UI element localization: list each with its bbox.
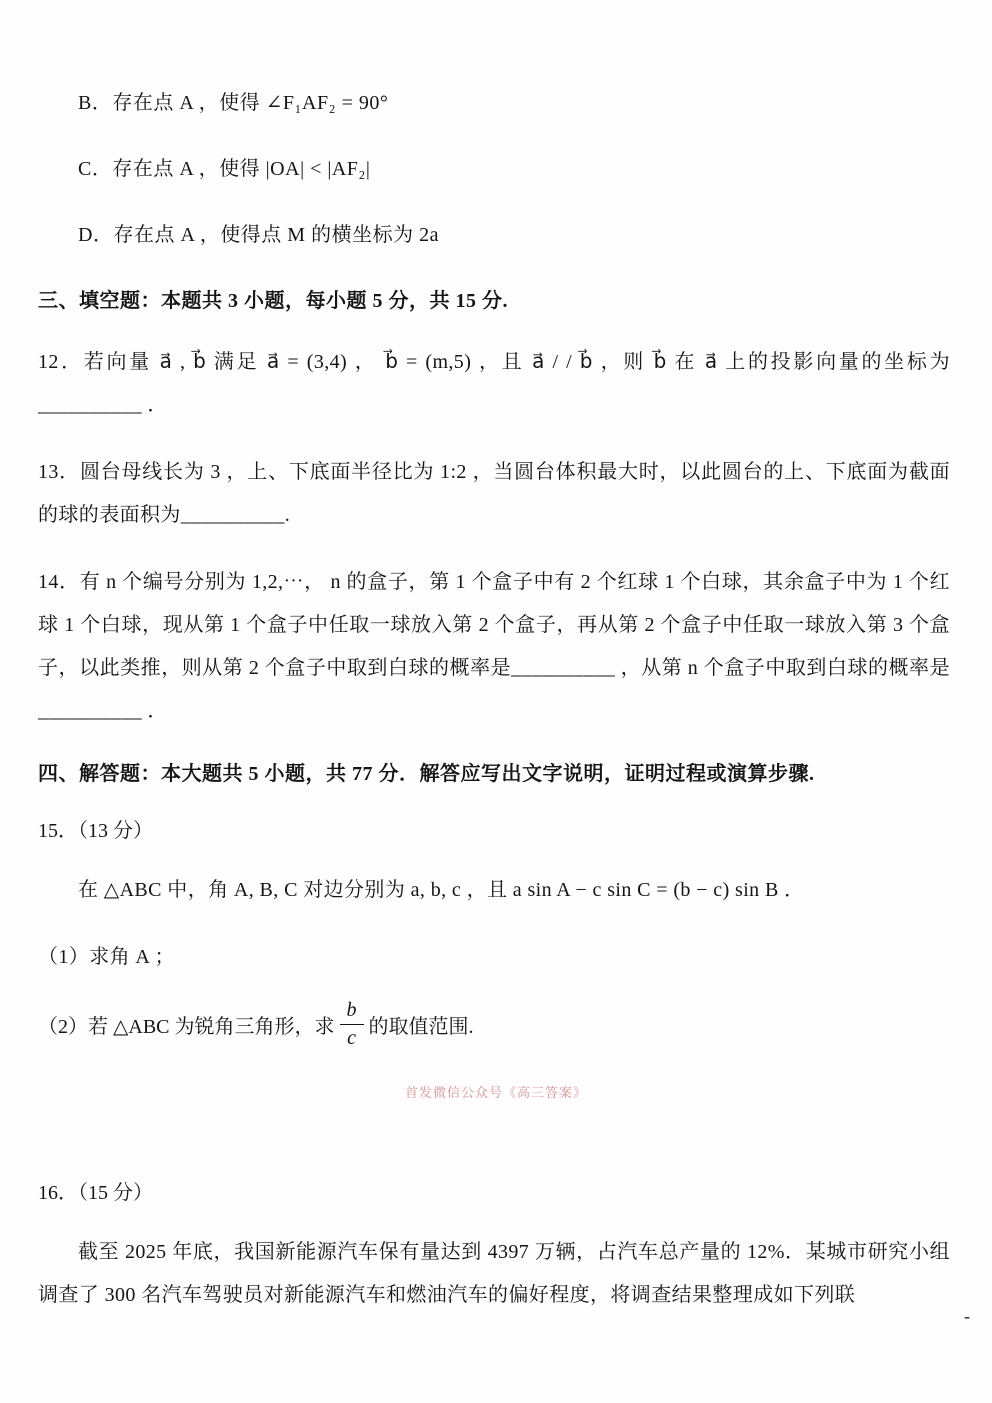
- page-edge-dash: -: [964, 1306, 970, 1326]
- question-12: 12．若向量 a⃗ , b⃗ 满足 a⃗ = (3,4) ， b⃗ = (m,5) ，且 a⃗ / / b⃗ ，则 b⃗ 在 a⃗ 上的投影向量的坐标为__________ ．: [38, 351, 950, 416]
- section-heading-answer: 四、解答题：本大题共 5 小题，共 77 分．解答应写出文字说明，证明过程或演算步骤.: [38, 763, 815, 785]
- option-b: B．存在点 A ，使得 ∠F₁AF₂ = 90°: [78, 92, 389, 114]
- question-15-number: 15．（13 分）: [38, 820, 153, 842]
- question-14: 14．有 n 个编号分别为 1,2,⋯， n 的盒子，第 1 个盒子中有 2 个红球 1 个白球，其余盒子中为 1 个红球 1 个白球，现从第 1 个盒子中任取一球放入第 2 个盒子，再从第 2 个盒子中任取一球放入第 3 个盒子，以此类推，则从第 2 个盒子中取到白球的概率是__________ ，从第 n 个盒子中取到白球的概率是__________ ．: [38, 571, 950, 722]
- question-15-body: 在 △ABC 中，角 A, B, C 对边分别为 a, b, c ，且 a sin A − c sin C = (b − c) sin B ．: [78, 879, 805, 901]
- question-13: 13．圆台母线长为 3 ，上、下底面半径比为 1:2 ，当圆台体积最大时，以此圆台的上、下底面为截面的球的表面积为__________.: [38, 461, 950, 526]
- question-16-body: 截至 2025 年底，我国新能源汽车保有量达到 4397 万辆，占汽车总产量的 12%．某城市研究小组调查了 300 名汽车驾驶员对新能源汽车和燃油汽车的偏好程度，将调查结果整理成如下列联: [38, 1241, 950, 1306]
- fraction-b-over-c: [340, 999, 364, 1050]
- option-d: D．存在点 A ，使得点 M 的横坐标为 2a: [78, 224, 439, 246]
- question-16-number: 16．（15 分）: [38, 1182, 153, 1204]
- section-heading-fill-in: 三、填空题：本题共 3 小题，每小题 5 分，共 15 分.: [38, 290, 508, 312]
- question-16-block: [38, 1162, 950, 1345]
- question-15-part1: （1）求角 A ；: [38, 946, 175, 968]
- watermark: 首发微信公众号《高三答案》: [404, 1085, 587, 1100]
- fraction-numerator: b: [340, 999, 364, 1025]
- question-15-part2-prefix: （2）若 △ABC 为锐角三角形，求: [38, 1016, 335, 1038]
- fraction-denominator: c: [347, 1027, 356, 1049]
- question-15-part2: [38, 999, 950, 1050]
- question-15-part2-suffix: 的取值范围.: [368, 1016, 474, 1038]
- option-c: C．存在点 A ，使得 |OA| < |AF₂|: [78, 158, 371, 180]
